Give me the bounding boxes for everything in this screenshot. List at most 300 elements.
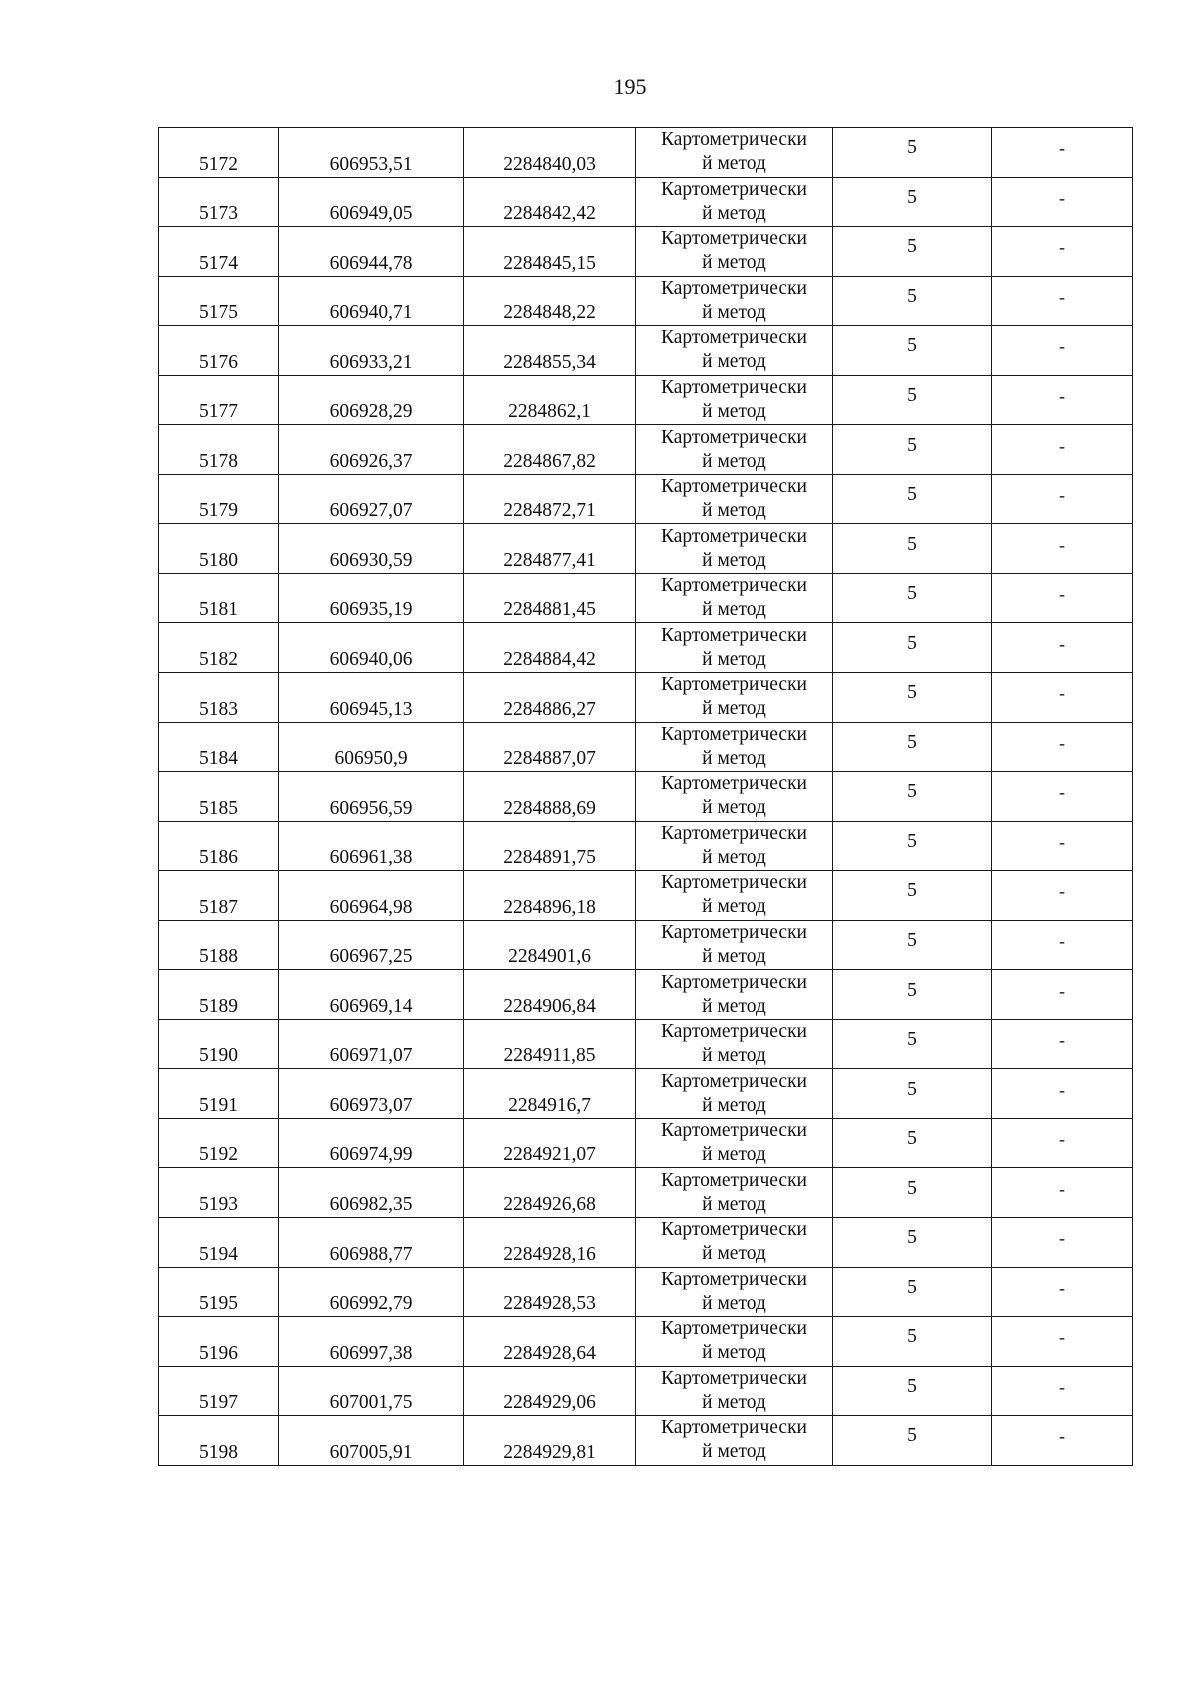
note-cell-text: - — [1059, 386, 1065, 406]
method-text-line2: й метод — [702, 946, 766, 968]
method-cell — [636, 276, 833, 326]
method-text-line2: й метод — [702, 1243, 766, 1265]
table-row — [159, 474, 1133, 524]
point-number-cell — [159, 1069, 279, 1119]
method-text-line2: й метод — [702, 1193, 766, 1215]
y-coordinate-cell-text: 2284929,81 — [503, 1441, 596, 1463]
note-cell-text: - — [1059, 336, 1065, 357]
y-coordinate-cell-text: 2284928,16 — [503, 1243, 596, 1265]
precision-cell-text: 5 — [907, 484, 917, 506]
x-coordinate-cell-text: 606926,37 — [329, 450, 413, 472]
note-cell — [992, 772, 1133, 822]
point-number-cell — [159, 821, 279, 871]
precision-cell — [833, 573, 992, 623]
method-text-line1: Картометрически — [661, 971, 807, 993]
note-cell-text: - — [1059, 187, 1065, 208]
method-cell — [636, 722, 833, 772]
method-cell — [636, 623, 833, 673]
point-number-cell-text: 5194 — [199, 1243, 238, 1265]
coordinates-table — [158, 127, 1133, 1466]
y-coordinate-cell — [464, 772, 636, 822]
method-cell — [636, 1267, 833, 1317]
note-cell — [992, 227, 1133, 277]
x-coordinate-cell-text: 606982,35 — [329, 1194, 413, 1216]
method-text-line1: Картометрически — [661, 674, 807, 696]
note-cell-text: - — [1059, 237, 1065, 258]
y-coordinate-cell-text: 2284867,82 — [503, 450, 596, 472]
y-coordinate-cell — [464, 227, 636, 277]
precision-cell — [833, 128, 992, 178]
y-coordinate-cell-text: 2284928,64 — [503, 1342, 596, 1364]
note-cell — [992, 128, 1133, 178]
precision-cell — [833, 1168, 992, 1218]
note-cell — [992, 623, 1133, 673]
note-cell — [992, 375, 1133, 425]
method-text-line1: Картометрически — [661, 872, 807, 894]
note-cell — [992, 573, 1133, 623]
point-number-cell-text: 5195 — [199, 1293, 238, 1315]
table-row — [159, 772, 1133, 822]
y-coordinate-cell-text: 2284926,68 — [503, 1194, 596, 1216]
y-coordinate-cell — [464, 524, 636, 574]
note-cell-text: - — [1059, 1376, 1065, 1397]
note-cell-text: - — [1059, 1228, 1065, 1249]
point-number-cell-text: 5182 — [199, 649, 238, 671]
x-coordinate-cell — [279, 1416, 464, 1466]
method-text-line1: Картометрически — [661, 178, 807, 200]
precision-cell — [833, 276, 992, 326]
method-text-line1: Картометрически — [661, 1070, 807, 1092]
point-number-cell — [159, 227, 279, 277]
note-cell — [992, 970, 1133, 1020]
method-cell — [636, 772, 833, 822]
method-cell — [636, 326, 833, 376]
y-coordinate-cell — [464, 1168, 636, 1218]
x-coordinate-cell — [279, 1218, 464, 1268]
y-coordinate-cell-text: 2284901,6 — [508, 946, 591, 968]
table-row — [159, 573, 1133, 623]
x-coordinate-cell — [279, 970, 464, 1020]
y-coordinate-cell-text: 2284921,07 — [503, 1144, 596, 1166]
x-coordinate-cell — [279, 128, 464, 178]
y-coordinate-cell-text: 2284929,06 — [503, 1392, 596, 1414]
x-coordinate-cell — [279, 276, 464, 326]
note-cell — [992, 1168, 1133, 1218]
y-coordinate-cell-text: 2284842,42 — [503, 203, 596, 225]
table-row — [159, 871, 1133, 921]
note-cell-text: - — [1059, 633, 1065, 654]
x-coordinate-cell — [279, 573, 464, 623]
method-text-line2: й метод — [702, 549, 766, 571]
precision-cell-text: 5 — [907, 533, 917, 555]
method-cell — [636, 128, 833, 178]
y-coordinate-cell-text: 2284906,84 — [503, 995, 596, 1017]
precision-cell-text: 5 — [907, 1276, 917, 1298]
table-row — [159, 722, 1133, 772]
y-coordinate-cell — [464, 474, 636, 524]
table-row — [159, 425, 1133, 475]
x-coordinate-cell — [279, 1168, 464, 1218]
precision-cell — [833, 1267, 992, 1317]
method-cell — [636, 821, 833, 871]
x-coordinate-cell-text: 606928,29 — [329, 401, 413, 423]
method-cell — [636, 573, 833, 623]
table-row — [159, 177, 1133, 227]
method-cell — [636, 1218, 833, 1268]
method-text-line2: й метод — [702, 1144, 766, 1166]
point-number-cell — [159, 970, 279, 1020]
point-number-cell — [159, 375, 279, 425]
note-cell — [992, 524, 1133, 574]
precision-cell — [833, 326, 992, 376]
table-row — [159, 1267, 1133, 1317]
y-coordinate-cell — [464, 573, 636, 623]
y-coordinate-cell — [464, 326, 636, 376]
note-cell-text: - — [1059, 286, 1065, 307]
point-number-cell — [159, 128, 279, 178]
point-number-cell — [159, 1416, 279, 1466]
method-text-line2: й метод — [702, 698, 766, 720]
point-number-cell — [159, 474, 279, 524]
method-text-line1: Картометрически — [661, 377, 807, 398]
y-coordinate-cell — [464, 1069, 636, 1119]
y-coordinate-cell-text: 2284884,42 — [503, 649, 596, 671]
note-cell-text: - — [1059, 831, 1065, 852]
x-coordinate-cell — [279, 1069, 464, 1119]
point-number-cell — [159, 1118, 279, 1168]
point-number-cell-text: 5192 — [199, 1144, 238, 1166]
x-coordinate-cell-text: 606930,59 — [329, 549, 413, 571]
note-cell-text: - — [1059, 1030, 1065, 1051]
point-number-cell-text: 5198 — [199, 1441, 238, 1463]
point-number-cell — [159, 1366, 279, 1416]
x-coordinate-cell — [279, 524, 464, 574]
method-text-line2: й метод — [702, 401, 766, 422]
point-number-cell — [159, 1317, 279, 1367]
note-cell — [992, 1019, 1133, 1069]
method-text-line1: Картометрически — [661, 822, 807, 844]
precision-cell-text: 5 — [907, 1425, 917, 1447]
table-row — [159, 227, 1133, 277]
point-number-cell — [159, 1019, 279, 1069]
precision-cell-text: 5 — [907, 1375, 917, 1397]
note-cell-text: - — [1059, 1277, 1065, 1298]
x-coordinate-cell-text: 606944,78 — [329, 252, 413, 274]
x-coordinate-cell-text: 606935,19 — [329, 599, 413, 621]
precision-cell-text: 5 — [907, 335, 917, 357]
note-cell-text: - — [1059, 138, 1065, 159]
table-row — [159, 128, 1133, 178]
point-number-cell-text: 5188 — [199, 946, 238, 968]
y-coordinate-cell — [464, 722, 636, 772]
method-text-line2: й метод — [702, 450, 766, 472]
method-text-line2: й метод — [702, 846, 766, 868]
x-coordinate-cell-text: 606974,99 — [329, 1144, 413, 1166]
y-coordinate-cell-text: 2284916,7 — [508, 1094, 591, 1116]
note-cell-text: - — [1059, 931, 1065, 952]
y-coordinate-cell-text: 2284862,1 — [508, 401, 591, 423]
table-row — [159, 1168, 1133, 1218]
point-number-cell-text: 5173 — [199, 203, 238, 225]
method-cell — [636, 920, 833, 970]
precision-cell-text: 5 — [907, 1078, 917, 1100]
precision-cell — [833, 673, 992, 723]
method-text-line1: Картометрически — [661, 1120, 807, 1142]
point-number-cell — [159, 326, 279, 376]
y-coordinate-cell — [464, 1118, 636, 1168]
precision-cell — [833, 970, 992, 1020]
y-coordinate-cell — [464, 1267, 636, 1317]
method-cell — [636, 673, 833, 723]
table-row — [159, 1366, 1133, 1416]
x-coordinate-cell — [279, 673, 464, 723]
precision-cell-text: 5 — [907, 731, 917, 753]
point-number-cell — [159, 425, 279, 475]
method-cell — [636, 177, 833, 227]
method-text-line1: Картометрически — [661, 426, 807, 448]
x-coordinate-cell-text: 606945,13 — [329, 698, 413, 720]
table-row — [159, 673, 1133, 723]
method-cell — [636, 1118, 833, 1168]
x-coordinate-cell — [279, 1267, 464, 1317]
y-coordinate-cell-text: 2284848,22 — [503, 302, 596, 324]
method-text-line2: й метод — [702, 648, 766, 670]
x-coordinate-cell-text: 606940,06 — [329, 649, 413, 671]
method-text-line1: Картометрически — [661, 575, 807, 597]
point-number-cell-text: 5172 — [199, 153, 238, 175]
note-cell-text: - — [1059, 881, 1065, 902]
x-coordinate-cell-text: 606949,05 — [329, 203, 413, 225]
y-coordinate-cell — [464, 673, 636, 723]
note-cell-text: - — [1059, 534, 1065, 555]
precision-cell-text: 5 — [907, 830, 917, 852]
x-coordinate-cell-text: 607005,91 — [329, 1441, 413, 1463]
point-number-cell — [159, 177, 279, 227]
note-cell-text: - — [1059, 782, 1065, 803]
point-number-cell-text: 5181 — [199, 599, 238, 621]
x-coordinate-cell — [279, 326, 464, 376]
y-coordinate-cell — [464, 1019, 636, 1069]
point-number-cell-text: 5196 — [199, 1342, 238, 1364]
precision-cell — [833, 871, 992, 921]
x-coordinate-cell-text: 606969,14 — [329, 995, 413, 1017]
table-row — [159, 1218, 1133, 1268]
table-row — [159, 1069, 1133, 1119]
method-text-line1: Картометрически — [661, 1169, 807, 1191]
y-coordinate-cell-text: 2284855,34 — [503, 351, 596, 373]
method-text-line2: й метод — [702, 252, 766, 274]
method-cell — [636, 1069, 833, 1119]
note-cell — [992, 920, 1133, 970]
point-number-cell-text: 5197 — [199, 1392, 238, 1414]
point-number-cell-text: 5177 — [199, 401, 238, 423]
precision-cell-text: 5 — [907, 1128, 917, 1150]
point-number-cell-text: 5178 — [199, 450, 238, 472]
precision-cell-text: 5 — [907, 385, 917, 406]
precision-cell — [833, 1019, 992, 1069]
method-text-line2: й метод — [702, 1441, 766, 1463]
table-row — [159, 1317, 1133, 1367]
point-number-cell — [159, 1218, 279, 1268]
method-text-line1: Картометрически — [661, 1021, 807, 1043]
point-number-cell — [159, 920, 279, 970]
table-row — [159, 623, 1133, 673]
method-text-line2: й метод — [702, 599, 766, 621]
point-number-cell-text: 5184 — [199, 748, 238, 770]
y-coordinate-cell — [464, 276, 636, 326]
point-number-cell-text: 5190 — [199, 1045, 238, 1067]
x-coordinate-cell — [279, 1366, 464, 1416]
note-cell — [992, 177, 1133, 227]
precision-cell — [833, 1366, 992, 1416]
table-row — [159, 920, 1133, 970]
precision-cell — [833, 1069, 992, 1119]
y-coordinate-cell — [464, 920, 636, 970]
precision-cell-text: 5 — [907, 781, 917, 803]
point-number-cell-text: 5186 — [199, 847, 238, 869]
method-cell — [636, 970, 833, 1020]
method-text-line2: й метод — [702, 896, 766, 918]
point-number-cell — [159, 722, 279, 772]
precision-cell-text: 5 — [907, 1326, 917, 1348]
note-cell — [992, 276, 1133, 326]
precision-cell — [833, 474, 992, 524]
note-cell — [992, 1317, 1133, 1367]
y-coordinate-cell — [464, 1366, 636, 1416]
method-cell — [636, 375, 833, 425]
note-cell — [992, 1218, 1133, 1268]
table-row — [159, 524, 1133, 574]
point-number-cell-text: 5191 — [199, 1094, 238, 1116]
x-coordinate-cell — [279, 1019, 464, 1069]
method-cell — [636, 1019, 833, 1069]
y-coordinate-cell — [464, 1218, 636, 1268]
precision-cell-text: 5 — [907, 682, 917, 704]
precision-cell — [833, 920, 992, 970]
y-coordinate-cell-text: 2284886,27 — [503, 698, 596, 720]
table-row — [159, 276, 1133, 326]
x-coordinate-cell — [279, 177, 464, 227]
precision-cell-text: 5 — [907, 930, 917, 952]
y-coordinate-cell-text: 2284881,45 — [503, 599, 596, 621]
x-coordinate-cell — [279, 375, 464, 425]
y-coordinate-cell-text: 2284911,85 — [503, 1045, 596, 1067]
method-cell — [636, 425, 833, 475]
precision-cell — [833, 821, 992, 871]
point-number-cell — [159, 871, 279, 921]
y-coordinate-cell — [464, 871, 636, 921]
note-cell — [992, 425, 1133, 475]
x-coordinate-cell-text: 606956,59 — [329, 797, 413, 819]
point-number-cell-text: 5180 — [199, 549, 238, 571]
x-coordinate-cell — [279, 772, 464, 822]
precision-cell-text: 5 — [907, 1029, 917, 1051]
note-cell-text: - — [1059, 485, 1065, 506]
point-number-cell — [159, 1168, 279, 1218]
method-text-line2: й метод — [702, 153, 766, 175]
y-coordinate-cell-text: 2284872,71 — [503, 500, 596, 522]
note-cell — [992, 1416, 1133, 1466]
table-row — [159, 375, 1133, 425]
note-cell — [992, 1267, 1133, 1317]
x-coordinate-cell-text: 606961,38 — [329, 847, 413, 869]
method-text-line2: й метод — [702, 995, 766, 1017]
method-cell — [636, 474, 833, 524]
method-cell — [636, 871, 833, 921]
x-coordinate-cell — [279, 227, 464, 277]
precision-cell-text: 5 — [907, 434, 917, 456]
note-cell — [992, 326, 1133, 376]
method-text-line2: й метод — [702, 202, 766, 224]
precision-cell — [833, 1416, 992, 1466]
point-number-cell-text: 5176 — [199, 351, 238, 373]
point-number-cell — [159, 673, 279, 723]
method-cell — [636, 1168, 833, 1218]
x-coordinate-cell — [279, 871, 464, 921]
point-number-cell — [159, 276, 279, 326]
y-coordinate-cell-text: 2284845,15 — [503, 252, 596, 274]
x-coordinate-cell-text: 606988,77 — [329, 1243, 413, 1265]
method-text-line2: й метод — [702, 301, 766, 323]
x-coordinate-cell-text: 607001,75 — [329, 1392, 413, 1414]
x-coordinate-cell — [279, 920, 464, 970]
precision-cell — [833, 772, 992, 822]
method-cell — [636, 227, 833, 277]
method-text-line1: Картометрически — [661, 624, 807, 646]
y-coordinate-cell-text: 2284896,18 — [503, 896, 596, 918]
method-text-line1: Картометрически — [661, 476, 807, 498]
point-number-cell — [159, 623, 279, 673]
table-row — [159, 1019, 1133, 1069]
method-text-line1: Картометрически — [661, 1268, 807, 1290]
x-coordinate-cell — [279, 425, 464, 475]
x-coordinate-cell-text: 606927,07 — [329, 500, 413, 522]
precision-cell — [833, 524, 992, 574]
method-text-line2: й метод — [702, 1292, 766, 1314]
coordinates-table-body — [159, 128, 1133, 1466]
note-cell — [992, 673, 1133, 723]
point-number-cell — [159, 573, 279, 623]
precision-cell-text: 5 — [907, 186, 917, 208]
method-text-line1: Картометрически — [661, 773, 807, 795]
method-text-line1: Картометрически — [661, 1219, 807, 1241]
y-coordinate-cell — [464, 375, 636, 425]
precision-cell-text: 5 — [907, 880, 917, 902]
y-coordinate-cell — [464, 128, 636, 178]
x-coordinate-cell-text: 606992,79 — [329, 1293, 413, 1315]
x-coordinate-cell — [279, 1317, 464, 1367]
note-cell-text: - — [1059, 584, 1065, 605]
precision-cell-text: 5 — [907, 1227, 917, 1249]
method-text-line1: Картометрически — [661, 723, 807, 745]
point-number-cell — [159, 1267, 279, 1317]
method-text-line2: й метод — [702, 747, 766, 769]
x-coordinate-cell — [279, 474, 464, 524]
note-cell — [992, 722, 1133, 772]
x-coordinate-cell — [279, 1118, 464, 1168]
x-coordinate-cell-text: 606997,38 — [329, 1342, 413, 1364]
method-text-line1: Картометрически — [661, 277, 807, 299]
method-text-line2: й метод — [702, 351, 766, 373]
method-text-line1: Картометрически — [661, 1318, 807, 1340]
point-number-cell — [159, 524, 279, 574]
point-number-cell-text: 5187 — [199, 896, 238, 918]
x-coordinate-cell-text: 606964,98 — [329, 896, 413, 918]
note-cell — [992, 871, 1133, 921]
method-text-line2: й метод — [702, 1342, 766, 1364]
method-text-line1: Картометрически — [661, 922, 807, 944]
x-coordinate-cell-text: 606953,51 — [329, 153, 413, 175]
